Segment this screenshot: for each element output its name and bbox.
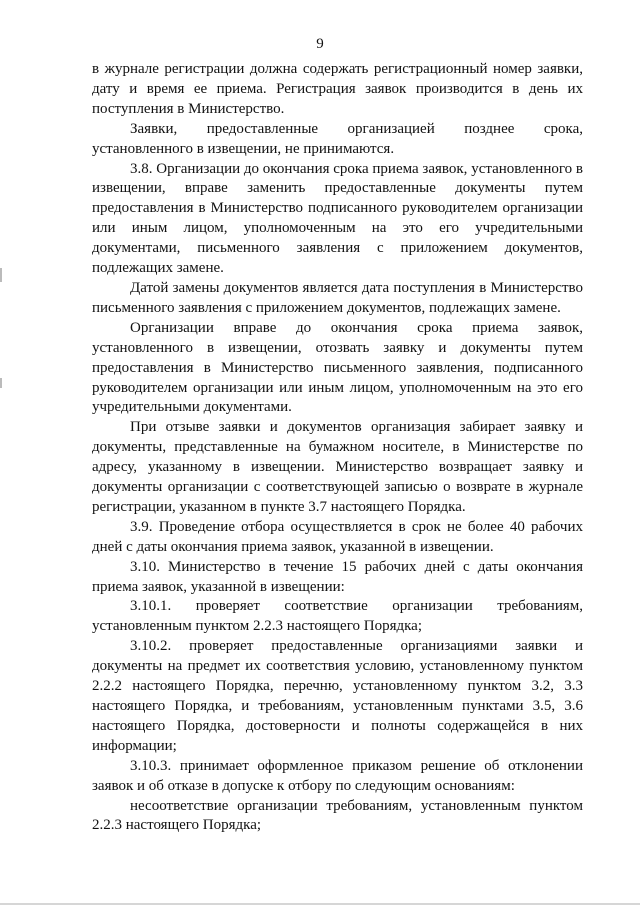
paragraph: Датой замены документов является дата поступления в Министерство письменного заявления с приложением документов, подлежащих замене. <box>92 279 583 316</box>
scan-artifact <box>0 378 2 388</box>
paragraph: 3.10.1. проверяет соответствие организации требованиям, установленным пунктом 2.2.3 настоящего Порядка; <box>92 598 583 635</box>
paragraph: несоответствие организации требованиям, установленным пунктом 2.2.3 настоящего Порядка; <box>92 797 583 834</box>
paragraph: При отзыве заявки и документов организация забирает заявку и документы, представленные на бумажном носителе, в Министерстве по адресу, указанному в извещении. Министерство возвращает заявку и документы организации с соответствующей записью о возврате в журнале регистрации, указанном в пункте 3.7 настоящего Порядка. <box>92 419 583 515</box>
paragraph: 3.9. Проведение отбора осуществляется в срок не более 40 рабочих дней с даты окончания приема заявок, указанной в извещении. <box>92 518 583 555</box>
paragraph: 3.8. Организации до окончания срока приема заявок, установленного в извещении, вправе заменить предоставленные документы путем предоставления в Министерство подписанного руководителем организации или иным лицом, уполномоченным на это его учредительными документами, письменного заявления с приложением документов, подлежащих замене. <box>92 160 583 277</box>
paragraph: 3.10.2. проверяет предоставленные организациями заявки и документы на предмет их соответствия условию, установленному пунктом 2.2.2 настоящего Порядка, перечню, установленному пунктом 3.2, 3.3 настоящего Порядка, и требованиям, установленным пунктами 3.5, 3.6 настоящего Порядка, достоверности и полноты содержащейся в них информации; <box>92 638 583 754</box>
document-body <box>92 60 583 836</box>
paragraph: 3.10.3. принимает оформленное приказом решение об отклонении заявок и об отказе в допуске к отбору по следующим основаниям: <box>92 757 583 794</box>
paragraph: Заявки, предоставленные организацией позднее срока, установленного в извещении, не принимаются. <box>92 120 583 157</box>
scan-artifact <box>0 268 2 282</box>
paragraph: в журнале регистрации должна содержать регистрационный номер заявки, дату и время ее приема. Регистрация заявок производится в день их поступления в Министерство. <box>92 61 583 117</box>
paragraph: Организации вправе до окончания срока приема заявок, установленного в извещении, отозвать заявку и документы путем предоставления в Министерство письменного заявления, подписанного руководителем организации или иным лицом, уполномоченным на это его учредительными документами. <box>92 319 583 416</box>
page-number: 9 <box>316 36 324 52</box>
paragraph: 3.10. Министерство в течение 15 рабочих дней с даты окончания приема заявок, указанной в извещении: <box>92 558 583 595</box>
